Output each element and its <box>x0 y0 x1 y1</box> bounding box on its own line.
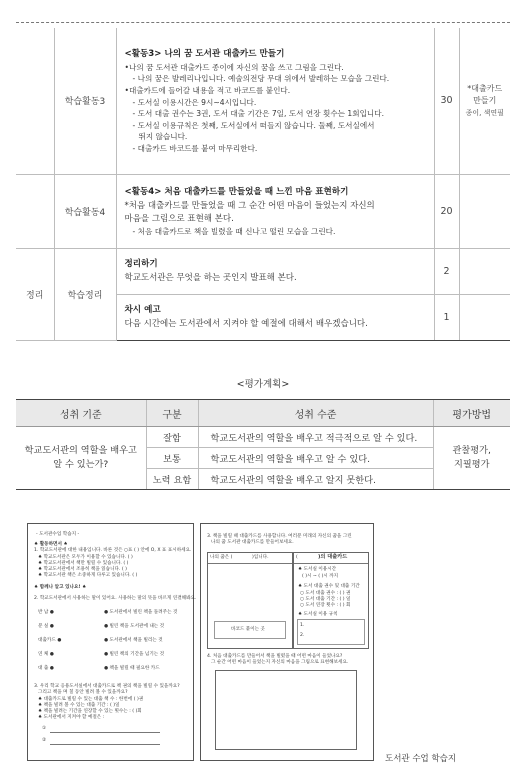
table-row <box>16 427 510 448</box>
activity-title: 정리하기 <box>124 259 158 269</box>
materials-cell <box>459 28 510 174</box>
content-cell <box>116 174 434 248</box>
meaning-item: ● 책을 빌릴 때 필요한 카드 <box>104 666 160 671</box>
content-cell <box>116 294 434 340</box>
worksheet-text: 1. 학교도서관에 대한 내용입니다. 바른 것은 ○표 ( ) 안에 O, X 표 표시하세요. <box>34 548 192 553</box>
level-cell: 노력 요함 <box>146 469 198 490</box>
card-title: )의 대출카드 <box>318 554 348 560</box>
activity-title: <활동4> 처음 대출카드를 만들었을 때 느낀 마음 표현하기 <box>124 186 349 197</box>
answer-label: ② <box>42 738 47 743</box>
barcode-area <box>214 621 286 639</box>
criterion-cell: 학교도서관의 역할을 배우고 알 수 있는가? <box>16 427 146 490</box>
level-cell: 보통 <box>146 448 198 469</box>
worksheet-text: 4. 처음 대출카드를 만들어서 책을 빌렸을 때 어떤 마음이 들었나요? <box>207 654 343 659</box>
meaning-item: ● 도서관에서 책을 빌리는 것 <box>104 638 163 643</box>
table-row <box>16 248 510 294</box>
card-section: ♠ 도서실 이용시간 <box>298 567 337 572</box>
evaluation-table <box>16 399 510 490</box>
materials-line: *대출카드 <box>467 83 503 93</box>
content-cell <box>116 248 434 294</box>
card-open-paren: ( <box>296 555 298 560</box>
materials-line: 만들기 <box>473 95 497 105</box>
card-field: ○ 도서 연장 횟수 : ( ) 회 <box>300 603 351 608</box>
answer-line <box>50 732 160 733</box>
worksheet-text: ♠ 대출카드로 빌릴 수 있는 대출 책 수 : 한번에 ( )권 <box>38 697 144 702</box>
drawing-box <box>215 670 357 750</box>
minutes-cell: 2 <box>434 248 459 294</box>
card-right-panel <box>293 552 369 649</box>
worksheet-text: ♠ 학교도서관에서 책만 빌릴 수 있습니다. ( ) <box>38 561 129 566</box>
column-header: 구분 <box>146 400 198 427</box>
worksheet-text: ♠ 함께나 알고 있나요! ♠ <box>34 585 87 590</box>
content-line: 뛰지 않습니다. <box>138 132 188 142</box>
answer-line <box>50 744 160 745</box>
worksheet-text: ♠ 도서관에서 지켜야 할 예절은 : <box>38 715 105 720</box>
term-item: 대 출 ● <box>38 666 54 671</box>
level-desc-cell: 학교도서관의 역할을 배우고 적극적으로 알 수 있다. <box>198 427 433 448</box>
meaning-item: ● 도서관에서 빌린 책을 돌려주는 것 <box>104 610 178 615</box>
content-line: 학교도서관은 무엇을 하는 곳인지 발표해 본다. <box>124 273 297 283</box>
worksheet-text: ♠ 책을 빌려 볼 수 있는 대출 기간 : ( )일 <box>38 703 120 708</box>
card-field: ○ 도서 대출 권수 : ( ) 권 <box>300 591 351 596</box>
term-item: 연 체 ● <box>38 652 54 657</box>
meaning-item: ● 빌린 책의 기간을 넘기는 것 <box>104 652 165 657</box>
worksheet-text: - 도서관수업 학습지 - <box>36 532 80 537</box>
content-line: - 도서실 이용시간은 9시~4시입니다. <box>132 97 257 107</box>
stage-cell <box>16 28 54 174</box>
level-desc-cell: 학교도서관의 역할을 배우고 알 수 있다. <box>198 448 433 469</box>
stage-cell <box>16 174 54 248</box>
card-left-panel <box>207 552 293 649</box>
materials-cell <box>459 174 510 248</box>
evaluation-title: <평가계획> <box>236 379 290 390</box>
worksheet-text: ♠ 학교도서관 책은 소중하게 다루고 있습니다. ( ) <box>38 573 138 578</box>
activity-title: <활동3> 나의 꿈 도서관 대출카드 만들기 <box>124 48 285 59</box>
content-line: - 처음 대출카드로 책을 빌렸을 때 신나고 떨린 모습을 그린다. <box>132 226 336 236</box>
table-row <box>16 28 510 174</box>
worksheet-page-1 <box>27 523 197 761</box>
worksheet-text: 그 순간 어떤 마음이 들었는지 자신의 마음을 그림으로 표현해보세요. <box>211 660 349 665</box>
activity-cell: 학습활동4 <box>54 174 116 248</box>
term-item: 반 납 ● <box>38 610 54 615</box>
column-header: 성취 기준 <box>16 400 146 427</box>
worksheet-text: ♠ 학교도서관에서 조용히 책을 읽습니다. ( ) <box>38 567 127 572</box>
card-name-label: 나의 꿈은 ( <box>210 555 233 560</box>
card-divider <box>208 563 292 564</box>
worksheet-text: 3. 우리 학교 응용도서실에서 대출카드로 책 권의 책을 빌릴 수 있을까요? <box>34 684 180 689</box>
meaning-item: ● 빌린 책을 도서관에 내는 것 <box>104 624 165 629</box>
content-line: 마음을 그림으로 표현해 본다. <box>124 213 234 224</box>
minutes-cell: 1 <box>434 294 459 340</box>
method-cell: 관찰평가, 지필평가 <box>433 427 510 490</box>
content-line: •나의 꿈 도서관 대출카드 종이에 자신의 꿈을 쓰고 그림을 그린다. <box>124 62 344 72</box>
minutes-cell: 30 <box>434 28 459 174</box>
worksheet-page-2 <box>200 523 374 761</box>
column-header: 성취 수준 <box>198 400 433 427</box>
card-field: ○ 도서 대출 기간 : ( ) 일 <box>300 597 351 602</box>
content-line: - 도서실 이용규칙은 첫째, 도서실에서 떠들지 않습니다. 둘째, 도서실에서 <box>132 120 375 130</box>
worksheet-caption: 도서관 수업 학습지 <box>385 754 457 764</box>
content-line: - 나의 꿈은 발레리나입니다. 예술의전당 무대 위에서 발레하는 모습을 그린다. <box>132 74 390 84</box>
card-section: ♠ 도서실 이용 규칙 <box>298 612 338 617</box>
worksheet-text: ♠ 책을 빌려는 기간을 연장할 수 있는 횟수는 : ( )회 <box>38 709 142 714</box>
materials-line: 종이, 색연필 <box>465 108 504 117</box>
content-line: 다음 시간에는 도서관에서 지켜야 할 예절에 대해서 배우겠습니다. <box>124 319 368 329</box>
worksheet-text: 나의 꿈 도서관 대출카드를 만들어보세요. <box>211 540 294 545</box>
card-divider <box>294 563 368 564</box>
lesson-plan <box>16 14 510 344</box>
materials-cell <box>459 248 510 294</box>
rule-line: 1. <box>300 623 305 628</box>
activity-title: 차시 예고 <box>124 305 161 315</box>
answer-label: ① <box>42 726 47 731</box>
activity-cell: 학습정리 <box>54 248 116 340</box>
worksheet-text: ♠ 활동하면서 ♠ <box>34 542 68 547</box>
card-section: ♠ 도서 대출 권수 및 대출 기간 <box>298 584 360 589</box>
content-line: - 도서 대출 권수는 3권, 도서 대출 기간은 7일, 도서 연장 횟수는 1회입니다. <box>132 109 384 119</box>
rules-box <box>297 619 365 645</box>
barcode-label: 바코드 붙이는 곳 <box>231 627 265 632</box>
content-line: •대출카드에 들어갈 내용을 적고 바코드를 붙인다. <box>124 86 291 96</box>
worksheet-text: ♠ 학교도서관은 모두가 이용할 수 있습니다. ( ) <box>38 555 133 560</box>
level-desc-cell: 학교도서관의 역할을 배우고 알지 못한다. <box>198 469 433 490</box>
content-cell <box>116 28 434 174</box>
worksheet-text: 2. 학교도서관에서 사용하는 말이 있어요. 사용하는 말의 뜻을 바르게 연결해봐요. <box>34 596 197 601</box>
dashed-divider <box>16 22 510 23</box>
table-header-row <box>16 400 510 427</box>
stage-cell: 정리 <box>16 248 54 340</box>
worksheet-text: 3. 책을 빌릴 때 대출카드를 사용합니다. 여러분 미래의 자신의 꿈을 그린 <box>207 534 352 539</box>
table-row <box>16 174 510 248</box>
materials-cell <box>459 294 510 340</box>
term-item: 대출카드 ● <box>38 638 62 643</box>
term-item: 분 실 ● <box>38 624 54 629</box>
lesson-plan-table <box>16 28 510 341</box>
content-line: - 대출카드 바코드를 붙여 마무리한다. <box>132 144 258 154</box>
column-header: 평가방법 <box>433 400 510 427</box>
worksheet-text: 그리고 책을 며 칠 동안 빌려 볼 수 있을까요? <box>38 690 128 695</box>
card-field: ( )시 ~ ( )시 까지 <box>302 574 339 579</box>
content-line: *처음 대출카드를 만들었을 때 그 순간 어떤 마음이 들었는지 자신의 <box>124 200 375 211</box>
activity-cell: 학습활동3 <box>54 28 116 174</box>
rule-line: 2. <box>300 633 305 638</box>
level-cell: 잘함 <box>146 427 198 448</box>
minutes-cell: 20 <box>434 174 459 248</box>
card-name-suffix: )입니다. <box>252 555 269 560</box>
